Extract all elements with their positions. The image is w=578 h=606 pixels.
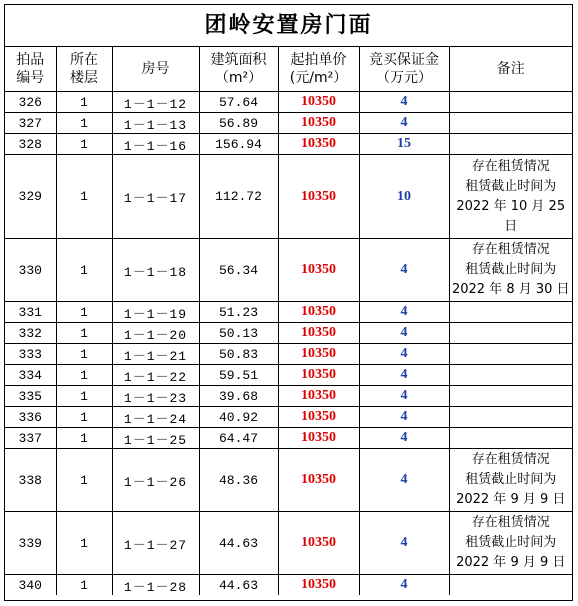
table-row (5, 155, 572, 239)
table-row (5, 575, 572, 596)
area-cell: 50.13 (199, 323, 278, 344)
room-cell: 1－1－17 (112, 155, 199, 239)
lot-cell: 334 (5, 365, 56, 386)
area-cell: 156.94 (199, 134, 278, 155)
lot-cell: 326 (5, 92, 56, 113)
deposit-cell: 4 (359, 323, 449, 344)
lot-cell: 335 (5, 386, 56, 407)
price-cell: 10350 (278, 386, 359, 407)
floor-cell: 1 (56, 428, 112, 449)
note-line: 日 (504, 218, 518, 234)
lot-cell: 338 (5, 449, 56, 512)
price-cell: 10350 (278, 344, 359, 365)
header-line: （m²） (214, 70, 263, 86)
room-cell: 1－1－20 (112, 323, 199, 344)
floor-cell: 1 (56, 449, 112, 512)
lot-cell: 337 (5, 428, 56, 449)
area-cell: 40.92 (199, 407, 278, 428)
floor-cell: 1 (56, 134, 112, 155)
room-cell: 1－1－28 (112, 575, 199, 596)
room-cell: 1－1－19 (112, 302, 199, 323)
table-row (5, 323, 572, 344)
deposit-cell: 4 (359, 239, 449, 302)
note-cell (449, 512, 572, 575)
price-cell: 10350 (278, 239, 359, 302)
price-cell: 10350 (278, 365, 359, 386)
note-line: 存在租赁情况 (471, 452, 550, 467)
header-line: 建筑面积 (210, 52, 267, 68)
page-title: 团岭安置房门面 (5, 5, 572, 47)
note-line: 租赁截止时间为 (465, 535, 557, 550)
area-cell: 59.51 (199, 365, 278, 386)
header-line: 房号 (141, 61, 170, 77)
floor-cell: 1 (56, 239, 112, 302)
note-line: 2022 年 9 月 9 日 (456, 492, 566, 507)
price-cell: 10350 (278, 575, 359, 596)
note-line: 租赁截止时间为 (465, 262, 557, 277)
lot-cell: 330 (5, 239, 56, 302)
area-cell: 50.83 (199, 344, 278, 365)
note-cell (449, 239, 572, 302)
price-cell: 10350 (278, 323, 359, 344)
header-line: 起拍单价 (290, 52, 347, 68)
spreadsheet (4, 4, 573, 601)
floor-cell: 1 (56, 344, 112, 365)
table-row (5, 428, 572, 449)
header-line: 拍品 (16, 52, 45, 68)
note-cell (449, 428, 572, 449)
table-row (5, 407, 572, 428)
deposit-cell: 4 (359, 365, 449, 386)
note-line: 2022 年 9 月 9 日 (456, 555, 566, 570)
lot-cell: 333 (5, 344, 56, 365)
note-cell (449, 407, 572, 428)
lot-cell: 332 (5, 323, 56, 344)
lot-cell: 327 (5, 113, 56, 134)
area-cell: 112.72 (199, 155, 278, 239)
area-cell: 56.89 (199, 113, 278, 134)
note-line: 存在租赁情况 (471, 158, 550, 174)
deposit-header (359, 47, 449, 92)
note-line: 2022 年 10 月 25 (456, 198, 566, 214)
price-cell: 10350 (278, 407, 359, 428)
table-row (5, 386, 572, 407)
note-line: 租赁截止时间为 (465, 178, 557, 194)
note-cell (449, 365, 572, 386)
area-cell: 64.47 (199, 428, 278, 449)
table-row (5, 365, 572, 386)
room-cell: 1－1－23 (112, 386, 199, 407)
header-line: 备注 (496, 61, 525, 77)
price-cell: 10350 (278, 155, 359, 239)
area-cell: 56.34 (199, 239, 278, 302)
deposit-cell: 4 (359, 92, 449, 113)
table-row (5, 512, 572, 575)
room-cell: 1－1－21 (112, 344, 199, 365)
header-line: （万元） (376, 70, 432, 86)
floor-cell: 1 (56, 155, 112, 239)
note-cell (449, 449, 572, 512)
lot-cell: 329 (5, 155, 56, 239)
note-cell (449, 92, 572, 113)
area-cell: 44.63 (199, 512, 278, 575)
header-line: 编号 (16, 70, 45, 86)
table-row (5, 92, 572, 113)
floor-cell: 1 (56, 407, 112, 428)
area-cell: 57.64 (199, 92, 278, 113)
deposit-cell: 4 (359, 344, 449, 365)
price-header (278, 47, 359, 92)
lot-cell: 340 (5, 575, 56, 596)
floor-cell: 1 (56, 113, 112, 134)
price-cell: 10350 (278, 302, 359, 323)
room-cell: 1－1－13 (112, 113, 199, 134)
room-cell: 1－1－24 (112, 407, 199, 428)
note-cell (449, 302, 572, 323)
note-line: 存在租赁情况 (471, 515, 550, 530)
note-cell (449, 575, 572, 596)
price-cell: 10350 (278, 428, 359, 449)
note-line: 存在租赁情况 (471, 242, 550, 257)
price-cell: 10350 (278, 113, 359, 134)
deposit-cell: 10 (359, 155, 449, 239)
area-cell: 51.23 (199, 302, 278, 323)
deposit-cell: 4 (359, 407, 449, 428)
note-line: 租赁截止时间为 (465, 472, 557, 487)
deposit-cell: 4 (359, 113, 449, 134)
room-cell: 1－1－16 (112, 134, 199, 155)
area-cell: 39.68 (199, 386, 278, 407)
note-cell (449, 344, 572, 365)
lot-table (5, 47, 572, 595)
lot-number-header (5, 47, 56, 92)
note-line: 2022 年 8 月 30 日 (451, 282, 570, 297)
area-cell: 44.63 (199, 575, 278, 596)
note-header (449, 47, 572, 92)
room-cell: 1－1－26 (112, 449, 199, 512)
deposit-cell: 4 (359, 386, 449, 407)
price-cell: 10350 (278, 512, 359, 575)
deposit-cell: 4 (359, 575, 449, 596)
floor-header (56, 47, 112, 92)
price-cell: 10350 (278, 92, 359, 113)
table-row (5, 113, 572, 134)
table-row (5, 449, 572, 512)
header-line: 竞买保证金 (369, 52, 439, 68)
room-cell: 1－1－18 (112, 239, 199, 302)
room-header (112, 47, 199, 92)
note-cell (449, 155, 572, 239)
header-line: 所在 (70, 52, 98, 68)
table-row (5, 134, 572, 155)
deposit-cell: 4 (359, 512, 449, 575)
room-cell: 1－1－22 (112, 365, 199, 386)
floor-cell: 1 (56, 323, 112, 344)
deposit-cell: 15 (359, 134, 449, 155)
room-cell: 1－1－25 (112, 428, 199, 449)
floor-cell: 1 (56, 512, 112, 575)
deposit-cell: 4 (359, 302, 449, 323)
area-header (199, 47, 278, 92)
note-cell (449, 113, 572, 134)
header-line: 楼层 (70, 70, 98, 86)
room-cell: 1－1－27 (112, 512, 199, 575)
area-cell: 48.36 (199, 449, 278, 512)
lot-cell: 339 (5, 512, 56, 575)
price-cell: 10350 (278, 134, 359, 155)
floor-cell: 1 (56, 386, 112, 407)
price-cell: 10350 (278, 449, 359, 512)
table-row (5, 344, 572, 365)
table-row (5, 239, 572, 302)
room-cell: 1－1－12 (112, 92, 199, 113)
note-cell (449, 323, 572, 344)
floor-cell: 1 (56, 365, 112, 386)
header-row (5, 47, 572, 92)
note-cell (449, 386, 572, 407)
deposit-cell: 4 (359, 449, 449, 512)
lot-cell: 331 (5, 302, 56, 323)
table-body (5, 92, 572, 596)
header-line: (元/m²） (289, 70, 348, 86)
floor-cell: 1 (56, 92, 112, 113)
lot-cell: 328 (5, 134, 56, 155)
table-row (5, 302, 572, 323)
note-cell (449, 134, 572, 155)
floor-cell: 1 (56, 575, 112, 596)
deposit-cell: 4 (359, 428, 449, 449)
lot-cell: 336 (5, 407, 56, 428)
floor-cell: 1 (56, 302, 112, 323)
